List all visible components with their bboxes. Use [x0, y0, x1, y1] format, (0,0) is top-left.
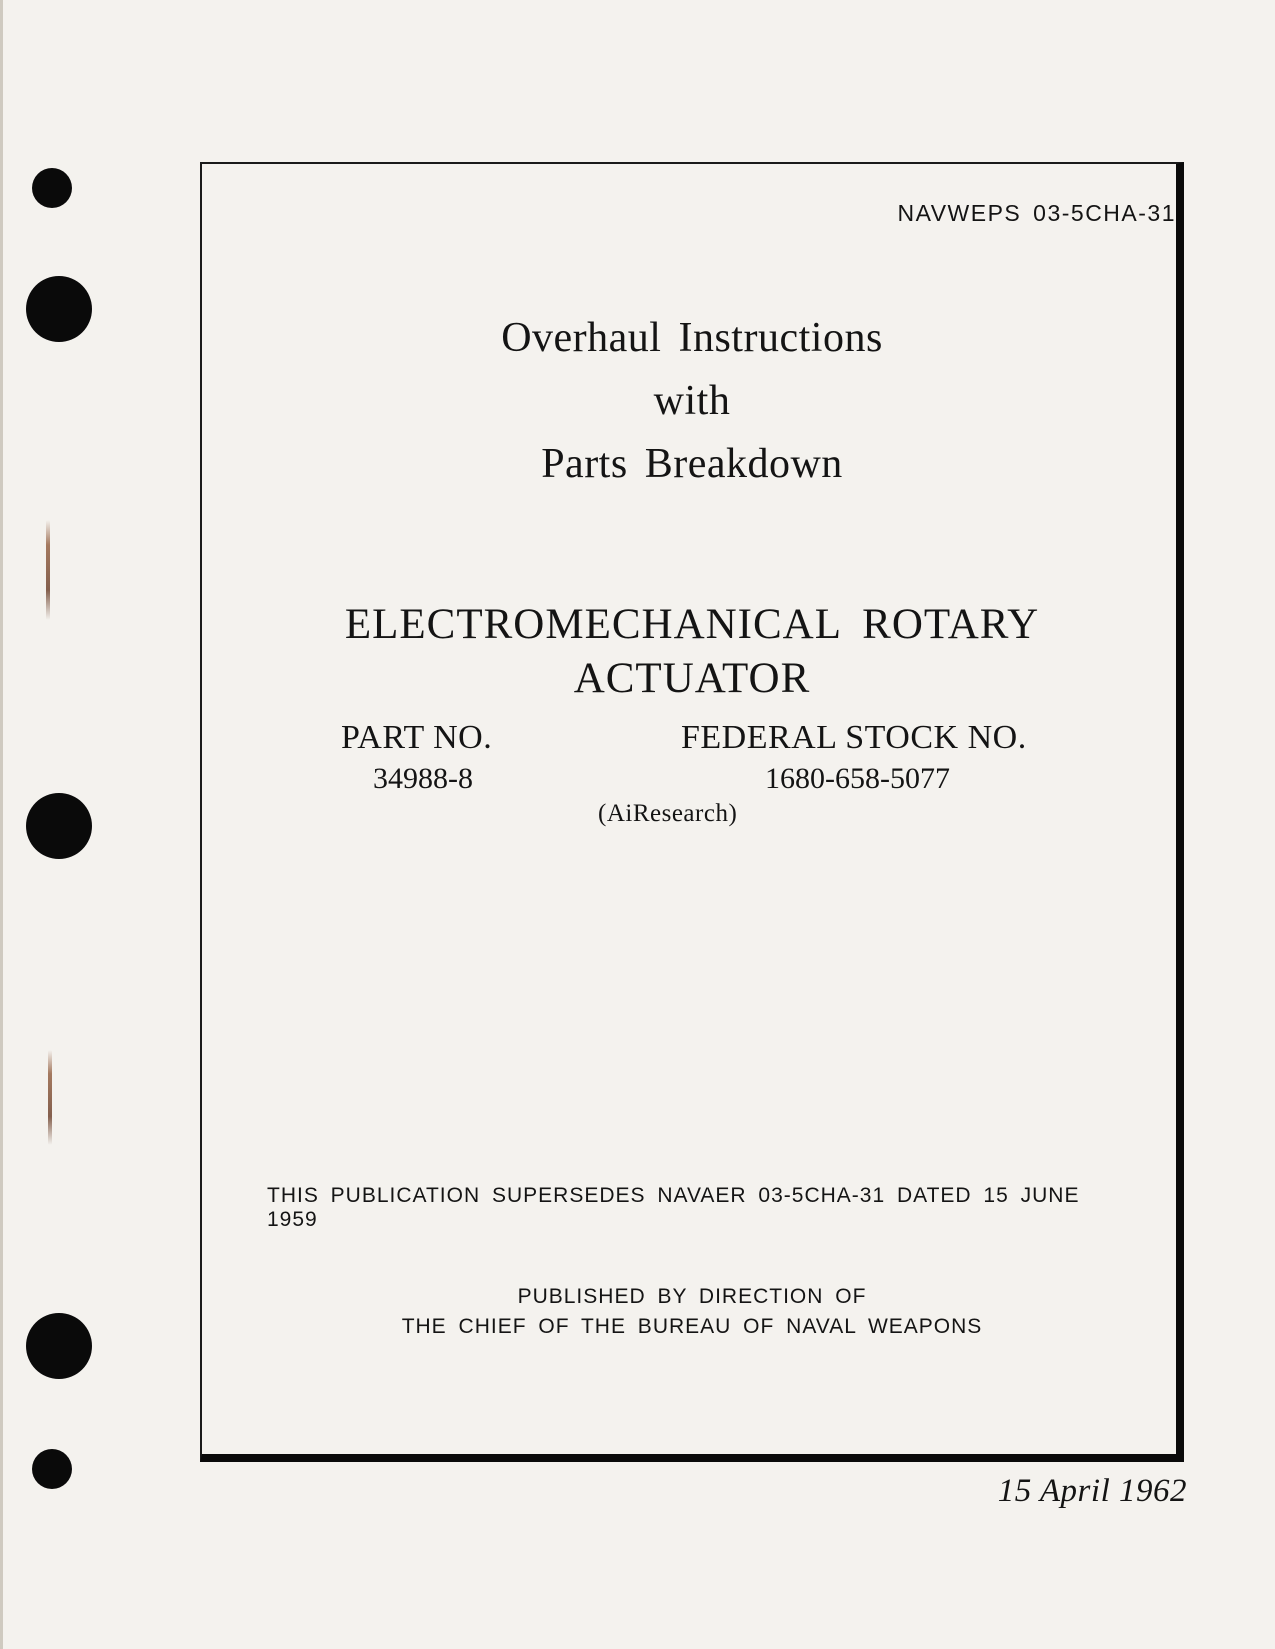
supersession-notice: THIS PUBLICATION SUPERSEDES NAVAER 03-5CHA-31 DATED 15 JUNE 1959 — [267, 1184, 1080, 1231]
binder-hole — [26, 793, 92, 859]
rust-stain — [46, 520, 50, 620]
authority-line-2: THE CHIEF OF THE BUREAU OF NAVAL WEAPONS — [401, 1315, 983, 1338]
page-left-edge — [0, 0, 3, 1649]
authority-line-1: PUBLISHED BY DIRECTION OF — [517, 1285, 867, 1308]
stock-number-value: 1680-658-5077 — [765, 762, 950, 795]
binder-hole — [26, 1313, 92, 1379]
rust-stain — [48, 1050, 52, 1145]
publication-date: 15 April 1962 — [997, 1473, 1187, 1509]
title-line-3: Parts Breakdown — [541, 441, 843, 487]
subject-line-1: ELECTROMECHANICAL ROTARY — [344, 601, 1040, 648]
part-number-value: 34988-8 — [373, 762, 473, 795]
part-number-label: PART NO. — [341, 719, 493, 756]
title-line-1: Overhaul Instructions — [501, 315, 883, 361]
manufacturer-name: (AiResearch) — [598, 800, 738, 827]
binder-hole — [32, 168, 72, 208]
title-line-2: with — [653, 378, 731, 424]
stock-number-label: FEDERAL STOCK NO. — [681, 719, 1027, 756]
subject-line-2: ACTUATOR — [573, 655, 811, 702]
document-number: NAVWEPS 03-5CHA-31 — [897, 200, 1176, 226]
binder-hole — [32, 1449, 72, 1489]
binder-hole — [26, 276, 92, 342]
